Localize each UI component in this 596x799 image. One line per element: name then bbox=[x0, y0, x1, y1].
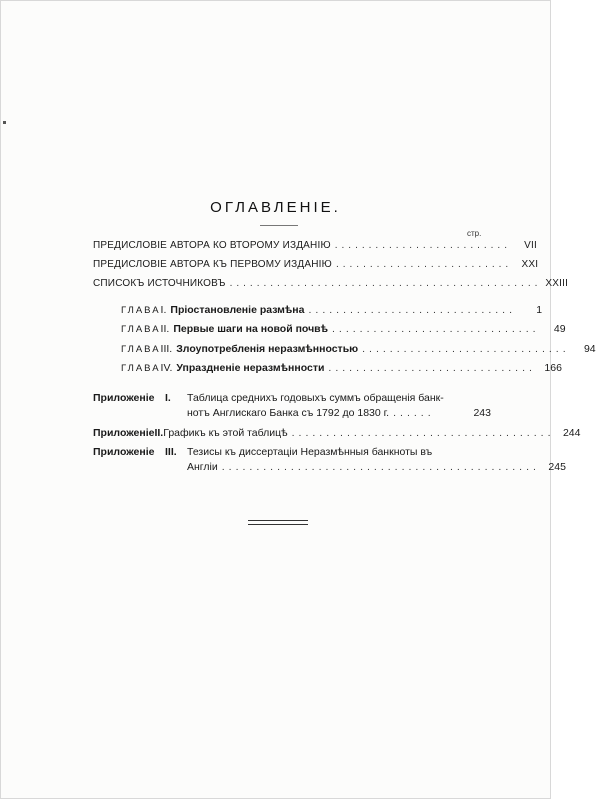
chapter-label: ГЛАВА bbox=[121, 344, 161, 355]
toc-appendix[interactable] bbox=[93, 391, 491, 406]
chapter-label: ГЛАВА bbox=[121, 363, 161, 374]
appendix-number: I. bbox=[165, 392, 171, 404]
appendix-number: II. bbox=[154, 427, 164, 439]
appendix-title-line1: Графикъ къ этой таблицѣ bbox=[163, 427, 288, 439]
chapter-number: I. bbox=[160, 304, 167, 316]
toc-entry-title: ПРЕДИСЛОВІЕ АВТОРА КЪ ПЕРВОМУ ИЗДАНІЮ bbox=[93, 259, 332, 270]
chapter-title: Злоупотребленія неразмѣнностью bbox=[176, 343, 359, 355]
dot-leader: .............................. bbox=[308, 304, 517, 316]
chapter-title: Пріостановленіе размѣна bbox=[170, 304, 305, 316]
dot-leader: ...................................... bbox=[291, 427, 555, 439]
appendix-label: Приложеніе bbox=[93, 446, 155, 458]
toc-entry[interactable] bbox=[93, 276, 569, 291]
dot-leader: .............................................. bbox=[221, 461, 540, 473]
chapter-title: Первые шаги на новой почвѣ bbox=[173, 323, 329, 335]
dot-leader: ...... bbox=[393, 407, 435, 419]
toc-entry-page: XXIII bbox=[545, 278, 569, 289]
appendix-number: III. bbox=[165, 446, 177, 458]
appendix-title-line2: нотъ Англискаго Банка съ 1792 до 1830 г. bbox=[187, 407, 390, 419]
appendix-page: 243 bbox=[473, 407, 491, 419]
toc-entry-page: XXI bbox=[521, 259, 539, 270]
chapter-title: Упраздненіе неразмѣнности bbox=[176, 362, 325, 374]
appendix-title-line1: Таблица среднихъ годовыхъ суммъ обращенія банк- bbox=[187, 392, 444, 404]
dot-leader: .......................... bbox=[334, 240, 511, 251]
toc-appendix-cont bbox=[187, 406, 491, 421]
appendix-page: 245 bbox=[548, 461, 566, 473]
dot-leader: .............................. bbox=[332, 323, 540, 335]
dot-leader: .............................. bbox=[362, 343, 570, 355]
chapter-label: ГЛАВА bbox=[121, 305, 161, 316]
toc-entry-title: ПРЕДИСЛОВІЕ АВТОРА КО ВТОРОМУ ИЗДАНІЮ bbox=[93, 240, 331, 251]
toc-chapter[interactable] bbox=[121, 303, 543, 318]
toc-chapter[interactable] bbox=[121, 342, 596, 357]
appendix-title-line1: Тезисы къ диссертаціи Неразмѣнныя банкноты въ bbox=[187, 446, 433, 458]
chapter-number: III. bbox=[160, 343, 173, 355]
chapter-number: II. bbox=[160, 323, 170, 335]
chapter-number: IV. bbox=[160, 362, 173, 374]
toc-entry-page: VII bbox=[524, 240, 537, 251]
appendix-page: 244 bbox=[562, 427, 581, 439]
appendix-label: Приложеніе bbox=[93, 392, 155, 404]
toc-entry[interactable] bbox=[93, 238, 537, 253]
page-title: ОГЛАВЛЕНІЕ. bbox=[210, 199, 341, 216]
toc-chapter[interactable] bbox=[121, 322, 566, 337]
chapter-page: 94 bbox=[583, 343, 596, 355]
dot-leader: .............................................. bbox=[229, 278, 542, 289]
toc-appendix-cont bbox=[187, 460, 566, 475]
chapter-label: ГЛАВА bbox=[121, 324, 161, 335]
toc-appendix[interactable] bbox=[93, 445, 491, 460]
dot-leader: .......................... bbox=[335, 259, 513, 270]
closing-rule bbox=[248, 520, 308, 525]
dot-leader: .............................. bbox=[328, 362, 536, 374]
chapter-page: 1 bbox=[536, 304, 543, 316]
toc-chapter[interactable] bbox=[121, 361, 562, 376]
appendix-label: Приложеніе bbox=[93, 427, 155, 439]
toc-entry[interactable] bbox=[93, 257, 539, 272]
toc-entry-title: СПИСОКЪ ИСТОЧНИКОВЪ bbox=[93, 278, 226, 289]
chapter-page: 166 bbox=[544, 362, 562, 374]
page-column-label: стр. bbox=[467, 229, 482, 238]
appendix-title-line2: Англіи bbox=[187, 461, 218, 473]
page-speck bbox=[3, 121, 6, 124]
title-rule bbox=[260, 225, 298, 226]
chapter-page: 49 bbox=[553, 323, 566, 335]
toc-appendix[interactable] bbox=[93, 426, 581, 441]
